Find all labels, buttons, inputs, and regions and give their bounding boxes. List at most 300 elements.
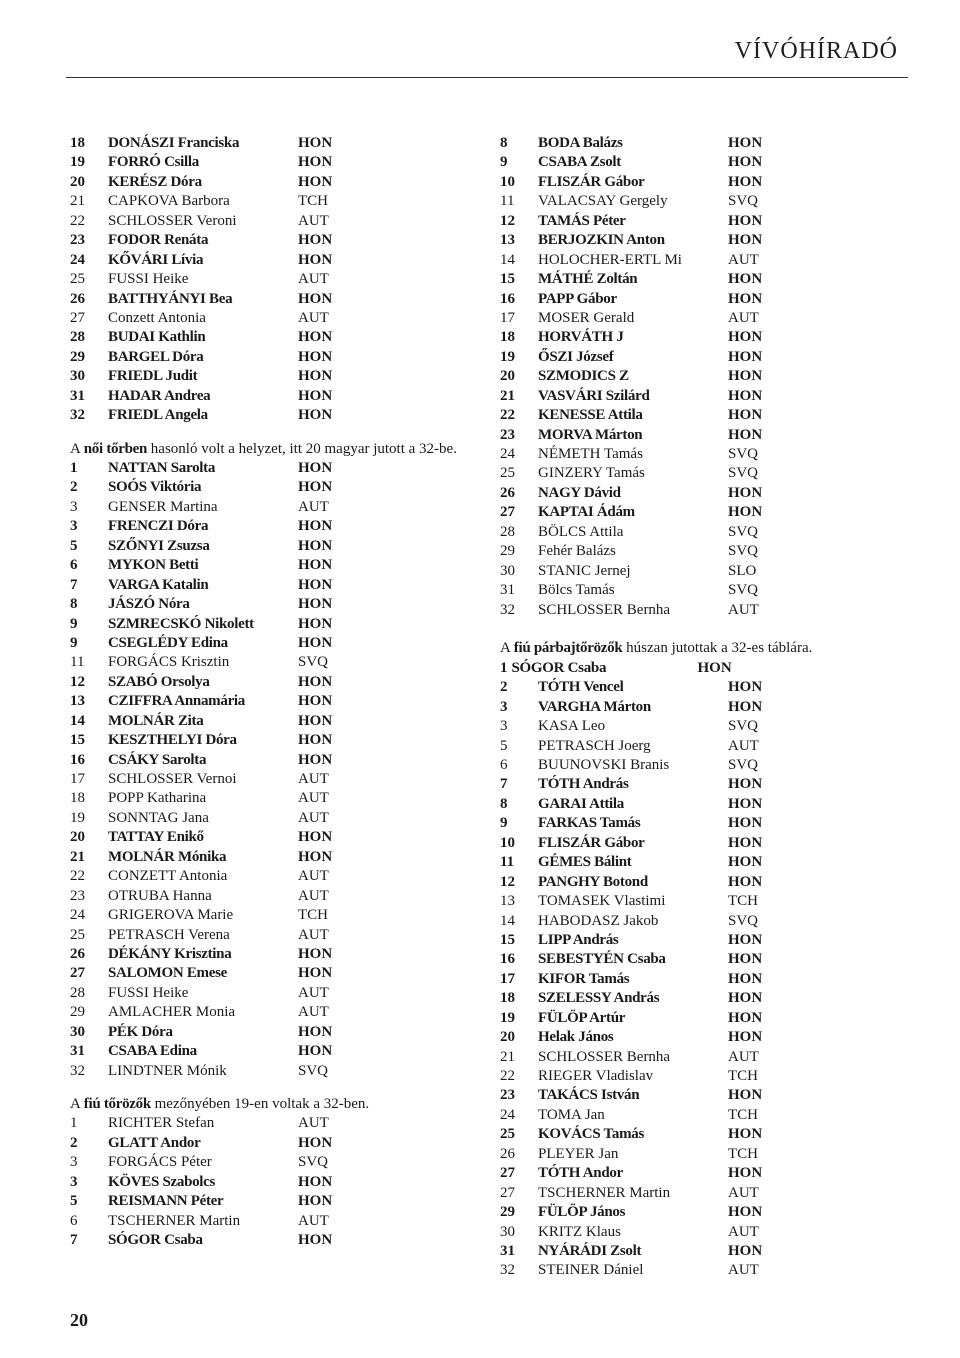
result-row (500, 173, 920, 192)
fencer-name: TSCHERNER Martin (538, 1184, 671, 1201)
country-code: HON (728, 135, 763, 151)
result-row (70, 290, 490, 309)
country-code: AUT (298, 309, 329, 326)
fencer-name: SZABÓ Orsolya (108, 673, 210, 690)
result-row (70, 173, 490, 192)
fencer-name: AMLACHER Monia (108, 1004, 236, 1021)
fencer-name: TOMASEK Vlastimi (538, 893, 666, 910)
result-row (500, 678, 920, 697)
result-row (70, 1134, 490, 1153)
country-code: HON (728, 387, 763, 404)
country-code: HON (298, 634, 333, 651)
result-row (500, 367, 920, 386)
rank: 5 (70, 537, 78, 554)
country-code: HON (298, 1232, 333, 1249)
country-code: HON (728, 931, 763, 948)
rank: 18 (500, 329, 515, 346)
fencer-name: RIEGER Vladislav (538, 1068, 654, 1085)
fencer-name: KIFOR Tamás (538, 970, 630, 987)
fencer-name: HOLOCHER-ERTL Mi (538, 251, 682, 268)
country-code: TCH (298, 193, 328, 210)
result-row (70, 828, 490, 847)
rank: 12 (70, 673, 85, 690)
result-row (500, 445, 920, 464)
fencer-name: KENESSE Attila (538, 407, 643, 424)
fencer-name: PETRASCH Joerg (538, 737, 651, 754)
fencer-name: PLEYER Jan (538, 1145, 619, 1162)
country-code: SVQ (728, 582, 759, 599)
fencer-name: TÓTH Vencel (538, 679, 624, 696)
country-code: SVQ (728, 757, 759, 774)
country-code: HON (728, 154, 763, 171)
country-code: HON (298, 1193, 333, 1210)
country-code: TCH (728, 1068, 758, 1085)
rank: 19 (70, 154, 85, 171)
country-code: SVQ (728, 718, 759, 735)
fencer-name: TATTAY Enikő (108, 829, 204, 846)
country-code: HON (298, 576, 333, 593)
rank: 6 (70, 557, 78, 574)
country-code: AUT (298, 771, 329, 788)
rank: 6 (70, 1212, 78, 1229)
result-row (70, 673, 490, 692)
rank: 18 (70, 135, 85, 151)
rank: 26 (500, 1145, 515, 1162)
country-code: SVQ (728, 193, 759, 210)
rank: 28 (70, 984, 85, 1001)
result-row (500, 309, 920, 328)
country-code: HON (728, 834, 763, 851)
para-text: A (70, 1096, 84, 1113)
rank: 24 (500, 1106, 515, 1123)
country-code: HON (298, 329, 333, 346)
result-row (70, 1003, 490, 1022)
rank: 31 (500, 1242, 515, 1259)
rank: 16 (70, 751, 85, 768)
country-code: HON (728, 232, 763, 249)
rank: 29 (70, 1004, 85, 1021)
result-row (70, 251, 490, 270)
result-row (500, 1184, 920, 1203)
result-row (500, 601, 920, 620)
fencer-name: CAPKOVA Barbora (108, 193, 230, 210)
country-code: AUT (728, 1048, 759, 1065)
rank: 13 (500, 893, 515, 910)
rank: 1 (70, 460, 78, 477)
result-row (70, 478, 490, 497)
result-row (70, 1231, 490, 1250)
rank: 30 (70, 368, 85, 385)
country-code: HON (728, 815, 763, 832)
fencer-name: Helak János (538, 1029, 614, 1046)
fencer-name: SCHLOSSER Bernha (538, 601, 671, 618)
rank: 27 (500, 1184, 515, 1201)
fencer-name: BÖLCS Attila (538, 523, 624, 540)
women-epee-list-continued (70, 134, 490, 426)
rank: 22 (500, 1068, 515, 1085)
rank: 30 (500, 562, 515, 579)
fencer-name: SEBESTYÉN Csaba (538, 951, 666, 968)
result-row (500, 562, 920, 581)
result-row (70, 153, 490, 172)
rank: 19 (70, 809, 85, 826)
country-code: HON (728, 1204, 763, 1221)
rank: 22 (500, 407, 515, 424)
result-row (70, 1042, 490, 1061)
rank: 21 (70, 193, 85, 210)
fencer-name: VASVÁRI Szilárd (538, 387, 650, 404)
country-code: HON (728, 1087, 763, 1104)
fencer-name: FRIEDL Angela (108, 407, 208, 424)
result-row (70, 367, 490, 386)
fencer-name: Conzett Antonia (108, 309, 206, 326)
rank: 23 (70, 232, 85, 249)
fencer-name: NAGY Dávid (538, 484, 621, 501)
country-code: HON (697, 659, 732, 676)
country-code: AUT (298, 809, 329, 826)
fencer-name: Bölcs Tamás (538, 582, 615, 599)
country-code: HON (298, 135, 333, 151)
country-code: HON (728, 348, 763, 365)
fencer-name: TAKÁCS István (538, 1087, 640, 1104)
country-code: HON (298, 407, 333, 424)
country-code: HON (298, 965, 333, 982)
fencer-name: MOLNÁR Mónika (108, 848, 227, 865)
rank: 7 (70, 576, 78, 593)
result-row (70, 576, 490, 595)
boys-epee-list (500, 678, 920, 1281)
fencer-name: BARGEL Dóra (108, 348, 204, 365)
result-row (500, 1067, 920, 1086)
fencer-name: KAPTAI Ádám (538, 504, 635, 521)
rank: 27 (500, 504, 515, 521)
rank: 1 (70, 1115, 78, 1132)
country-code: HON (728, 484, 763, 501)
country-code: HON (298, 387, 333, 404)
country-code: HON (298, 173, 333, 190)
fencer-name: SCHLOSSER Vernoi (108, 771, 237, 788)
result-row (70, 348, 490, 367)
fencer-name: FRIEDL Judit (108, 368, 198, 385)
fencer-name: NÉMETH Tamás (538, 446, 643, 462)
result-row (70, 984, 490, 1003)
para-text: húszan jutottak a 32-es táblára. (622, 640, 813, 657)
country-code: HON (728, 854, 763, 871)
fencer-name: FORGÁCS Krisztin (108, 654, 230, 671)
country-code: HON (728, 1242, 763, 1259)
fencer-name: BUUNOVSKI Branis (538, 757, 670, 774)
result-row (70, 653, 490, 672)
fencer-name: FODOR Renáta (108, 232, 209, 249)
result-row (500, 989, 920, 1008)
rank: 24 (500, 446, 515, 462)
fencer-name: HABODASZ Jakob (538, 912, 659, 929)
rank: 3 (500, 698, 508, 715)
result-row (500, 950, 920, 969)
result-row (70, 712, 490, 731)
fencer-name: MÁTHÉ Zoltán (538, 271, 638, 288)
result-row (500, 1009, 920, 1028)
result-row (70, 1153, 490, 1172)
country-code: HON (728, 970, 763, 987)
country-code: SVQ (728, 446, 759, 462)
country-code: HON (728, 795, 763, 812)
fencer-name: PÉK Dóra (108, 1023, 173, 1040)
rank: 18 (500, 990, 515, 1007)
rank: 20 (500, 368, 515, 385)
rank: 24 (70, 251, 85, 268)
rank: 15 (70, 732, 85, 749)
rank: 30 (500, 1223, 515, 1240)
country-code: HON (728, 173, 763, 190)
rank: 6 (500, 757, 508, 774)
result-row (500, 387, 920, 406)
country-code: HON (728, 271, 763, 288)
fencer-name: OTRUBA Hanna (108, 887, 212, 904)
result-row (500, 1223, 920, 1242)
left-column (70, 134, 490, 1251)
fencer-name: GLATT Andor (108, 1134, 201, 1151)
fencer-name: SOÓS Viktória (108, 479, 202, 496)
result-row (500, 1145, 920, 1164)
rank: 31 (500, 582, 515, 599)
result-row (70, 1173, 490, 1192)
fencer-name: GÉMES Bálint (538, 854, 632, 871)
fencer-name: CSABA Zsolt (538, 154, 621, 171)
fencer-name: FUSSI Heike (108, 984, 189, 1001)
fencer-name: KÖVES Szabolcs (108, 1173, 216, 1190)
country-code: SVQ (728, 465, 759, 482)
country-code: HON (298, 460, 333, 477)
result-row (70, 770, 490, 789)
fencer-name: TOMA Jan (538, 1106, 605, 1123)
result-row (70, 309, 490, 328)
fencer-name: KRITZ Klaus (538, 1223, 621, 1240)
rank: 25 (500, 1126, 515, 1143)
result-row (70, 1114, 490, 1133)
rank: 2 (70, 479, 78, 496)
fencer-name: CONZETT Antonia (108, 868, 228, 885)
country-code: HON (298, 368, 333, 385)
result-row (500, 1164, 920, 1183)
fencer-name: GARAI Attila (538, 795, 624, 812)
country-code: HON (728, 290, 763, 307)
result-row (70, 906, 490, 925)
result-row (70, 212, 490, 231)
fencer-name: STANIC Jernej (538, 562, 631, 579)
result-row (500, 503, 920, 522)
fencer-name: TAMÁS Péter (538, 212, 626, 229)
country-code: AUT (298, 498, 329, 515)
country-code: SVQ (298, 654, 329, 671)
country-code: AUT (728, 309, 759, 326)
rank: 16 (500, 951, 515, 968)
rank: 23 (500, 426, 515, 443)
country-code: HON (298, 829, 333, 846)
fencer-name: FLISZÁR Gábor (538, 173, 645, 190)
fencer-name: TSCHERNER Martin (108, 1212, 241, 1229)
para-text: mezőnyében 19-en voltak a 32-ben. (150, 1096, 370, 1113)
result-row (70, 692, 490, 711)
result-row (500, 912, 920, 931)
rank: 19 (500, 348, 515, 365)
country-code: HON (298, 693, 333, 710)
country-code: HON (728, 407, 763, 424)
fencer-name: FUSSI Heike (108, 271, 189, 288)
fencer-name: PAPP Gábor (538, 290, 617, 307)
rank: 14 (500, 912, 515, 929)
country-code: HON (728, 873, 763, 890)
country-code: HON (298, 537, 333, 554)
rank: 31 (70, 1043, 85, 1060)
result-row (70, 926, 490, 945)
country-code: HON (298, 154, 333, 171)
fencer-name: KESZTHELYI Dóra (108, 732, 237, 749)
result-row (500, 290, 920, 309)
rank: 26 (500, 484, 515, 501)
result-row (70, 134, 490, 153)
result-row (500, 698, 920, 717)
result-row (70, 517, 490, 536)
result-row (500, 1203, 920, 1222)
rank: 14 (500, 251, 515, 268)
rank: 25 (70, 271, 85, 288)
country-code: HON (298, 232, 333, 249)
fencer-name: FORRÓ Csilla (108, 154, 199, 171)
result-row (500, 328, 920, 347)
country-code: HON (298, 848, 333, 865)
rank: 28 (70, 329, 85, 346)
result-row (500, 581, 920, 600)
country-code: AUT (728, 601, 759, 618)
rank: 29 (70, 348, 85, 365)
country-code: AUT (298, 271, 329, 288)
rank: 24 (70, 907, 85, 924)
result-row (70, 751, 490, 770)
result-row (500, 737, 920, 756)
rank: 17 (70, 771, 85, 788)
country-code: SVQ (728, 912, 759, 929)
fencer-name: KERÉSZ Dóra (108, 173, 202, 190)
country-code: AUT (728, 1262, 759, 1279)
rank: 8 (500, 795, 508, 812)
fencer-name: SÓGOR Csaba (108, 1232, 203, 1249)
country-code: AUT (298, 212, 329, 229)
rank: 3 (70, 1173, 78, 1190)
rank: 27 (70, 965, 85, 982)
fencer-name: HORVÁTH J (538, 329, 624, 346)
fencer-name: LIPP András (538, 931, 619, 948)
country-code: HON (298, 1023, 333, 1040)
result-row (70, 1062, 490, 1081)
result-row (500, 853, 920, 872)
para-text: hasonló volt a helyzet, itt 20 magyar jutott a 32-be. (147, 440, 457, 457)
fencer-name: STEINER Dániel (538, 1262, 644, 1279)
rank: 22 (70, 868, 85, 885)
rank: 14 (70, 712, 85, 729)
fencer-name: DÉKÁNY Krisztina (108, 945, 232, 962)
rank: 20 (70, 829, 85, 846)
country-code: AUT (298, 1115, 329, 1132)
rank: 20 (70, 173, 85, 190)
result-row (70, 270, 490, 289)
country-code: HON (728, 504, 763, 521)
rank: 5 (70, 1193, 78, 1210)
fencer-name: SALOMON Emese (108, 965, 228, 982)
fencer-name: CSABA Edina (108, 1043, 197, 1060)
rank: 22 (70, 212, 85, 229)
fencer-name: TÓTH Andor (538, 1165, 623, 1182)
result-row (70, 192, 490, 211)
fencer-name: MOLNÁR Zita (108, 712, 204, 729)
rank: 9 (70, 615, 78, 632)
rank: 20 (500, 1029, 515, 1046)
country-code: HON (298, 348, 333, 365)
result-row (500, 659, 920, 678)
rank: 9 (500, 815, 508, 832)
country-code: TCH (728, 1145, 758, 1162)
result-row (70, 595, 490, 614)
result-row (500, 484, 920, 503)
country-code: HON (728, 1165, 763, 1182)
rank: 8 (500, 135, 508, 151)
country-code: AUT (728, 737, 759, 754)
result-row (70, 498, 490, 517)
result-row (500, 814, 920, 833)
rank: 21 (500, 387, 515, 404)
country-code: AUT (298, 984, 329, 1001)
result-row (500, 970, 920, 989)
women-foil-intro (70, 440, 490, 459)
result-row (500, 1086, 920, 1105)
country-code: AUT (298, 926, 329, 943)
rank: 3 (70, 518, 78, 535)
result-row (500, 523, 920, 542)
result-row (500, 1261, 920, 1280)
rank: 17 (500, 970, 515, 987)
fencer-name: SCHLOSSER Veroni (108, 212, 237, 229)
fencer-name: FARKAS Tamás (538, 815, 641, 832)
rank: 25 (500, 465, 515, 482)
boys-foil-list-continued (500, 134, 920, 620)
rank: 3 (70, 1154, 78, 1171)
rank: 13 (500, 232, 515, 249)
rank: 9 (500, 154, 508, 171)
fencer-name: BUDAI Kathlin (108, 329, 206, 346)
country-code: HON (728, 776, 763, 793)
result-row (500, 426, 920, 445)
rank: 1 (500, 659, 508, 676)
rank: 21 (70, 848, 85, 865)
country-code: SVQ (728, 523, 759, 540)
rank: 2 (70, 1134, 78, 1151)
spacer (70, 426, 490, 440)
country-code: HON (298, 557, 333, 574)
rank: 16 (500, 290, 515, 307)
rank: 31 (70, 387, 85, 404)
country-code: HON (298, 1134, 333, 1151)
country-code: AUT (298, 1212, 329, 1229)
country-code: HON (298, 673, 333, 690)
fencer-name: GINZERY Tamás (538, 465, 645, 482)
result-row (70, 328, 490, 347)
fencer-name: CSEGLÉDY Edina (108, 634, 228, 651)
result-row (70, 556, 490, 575)
rank: 25 (70, 926, 85, 943)
fencer-name: ŐSZI József (538, 348, 614, 365)
rank: 12 (500, 212, 515, 229)
result-row (70, 406, 490, 425)
